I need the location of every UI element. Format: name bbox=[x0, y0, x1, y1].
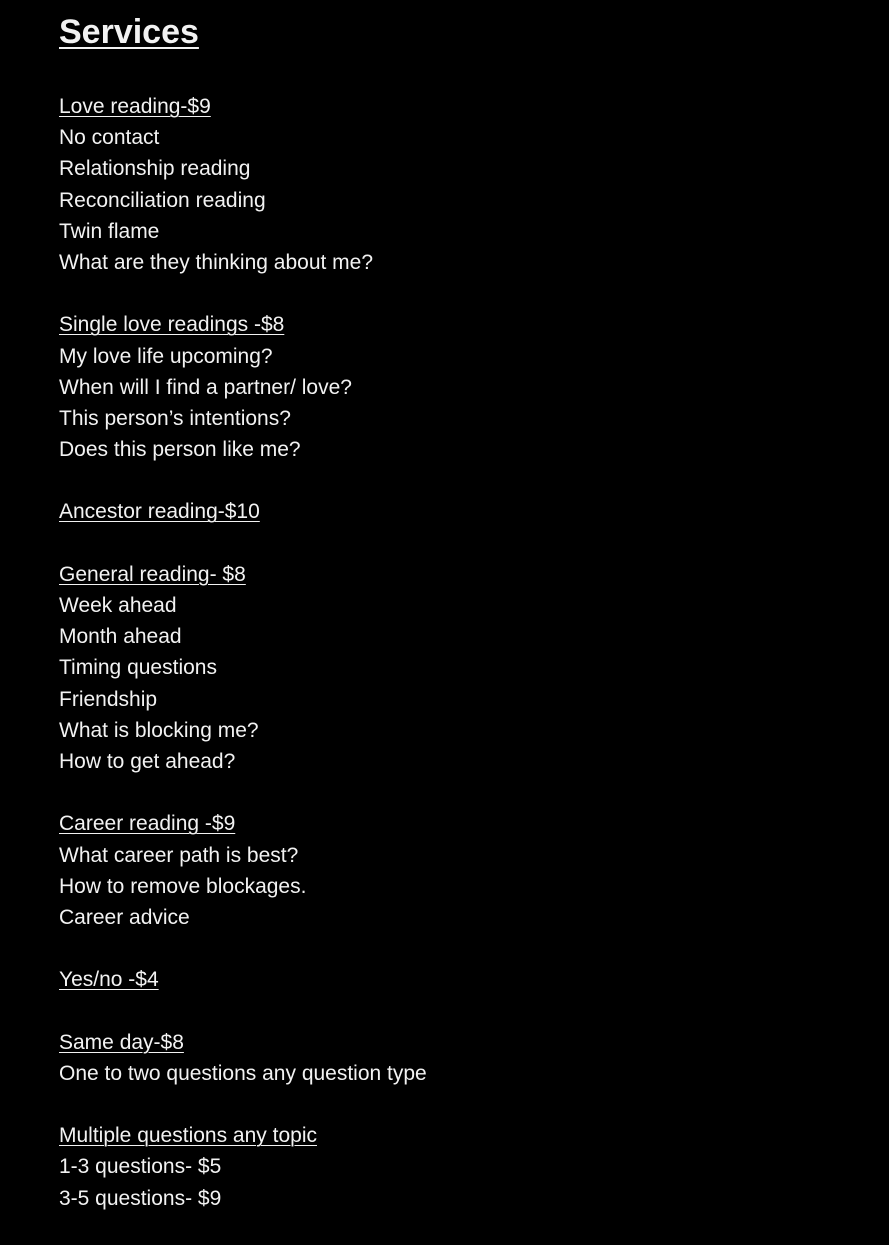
service-item: Month ahead bbox=[59, 625, 182, 649]
service-item: What are they thinking about me? bbox=[59, 250, 374, 274]
service-heading: Yes/no -$4 bbox=[59, 968, 159, 992]
service-item: What career path is best? bbox=[59, 843, 299, 867]
service-heading: Love reading-$9 bbox=[59, 95, 211, 118]
service-item: My love life upcoming? bbox=[59, 344, 273, 368]
service-heading: Same day-$8 bbox=[59, 1030, 184, 1054]
service-section bbox=[59, 808, 879, 933]
service-item: Career advice bbox=[59, 905, 190, 929]
service-item: Does this person like me? bbox=[59, 438, 301, 462]
service-section bbox=[59, 1120, 879, 1214]
service-item: Timing questions bbox=[59, 656, 217, 680]
service-section bbox=[59, 309, 879, 465]
service-section bbox=[59, 964, 879, 995]
service-item: When will I find a partner/ love? bbox=[59, 375, 352, 399]
page-title: Services bbox=[59, 13, 199, 51]
service-heading: Career reading -$9 bbox=[59, 812, 236, 836]
services-document bbox=[59, 0, 889, 1210]
service-item: Friendship bbox=[59, 687, 158, 711]
service-item: How to get ahead? bbox=[59, 749, 236, 773]
service-heading: General reading- $8 bbox=[59, 562, 246, 586]
services-list bbox=[59, 91, 879, 1245]
service-item: No contact bbox=[59, 126, 160, 150]
service-section bbox=[59, 496, 879, 527]
service-item: Twin flame bbox=[59, 219, 160, 243]
service-heading: Single love readings -$8 bbox=[59, 313, 285, 337]
service-item: What is blocking me? bbox=[59, 718, 259, 742]
service-heading: Multiple questions any topic bbox=[59, 1124, 317, 1148]
service-item: Relationship reading bbox=[59, 157, 251, 181]
service-section bbox=[59, 1027, 879, 1089]
service-item: One to two questions any question type bbox=[59, 1061, 427, 1085]
service-section bbox=[59, 559, 879, 777]
service-section bbox=[59, 91, 879, 278]
service-item: Reconciliation reading bbox=[59, 188, 266, 212]
service-item: This person’s intentions? bbox=[59, 406, 291, 430]
service-item: 3-5 questions- $9 bbox=[59, 1186, 222, 1210]
service-heading: Ancestor reading-$10 bbox=[59, 500, 260, 524]
service-item: Week ahead bbox=[59, 594, 177, 617]
service-item: 1-3 questions- $5 bbox=[59, 1155, 222, 1179]
service-item: How to remove blockages. bbox=[59, 874, 307, 898]
